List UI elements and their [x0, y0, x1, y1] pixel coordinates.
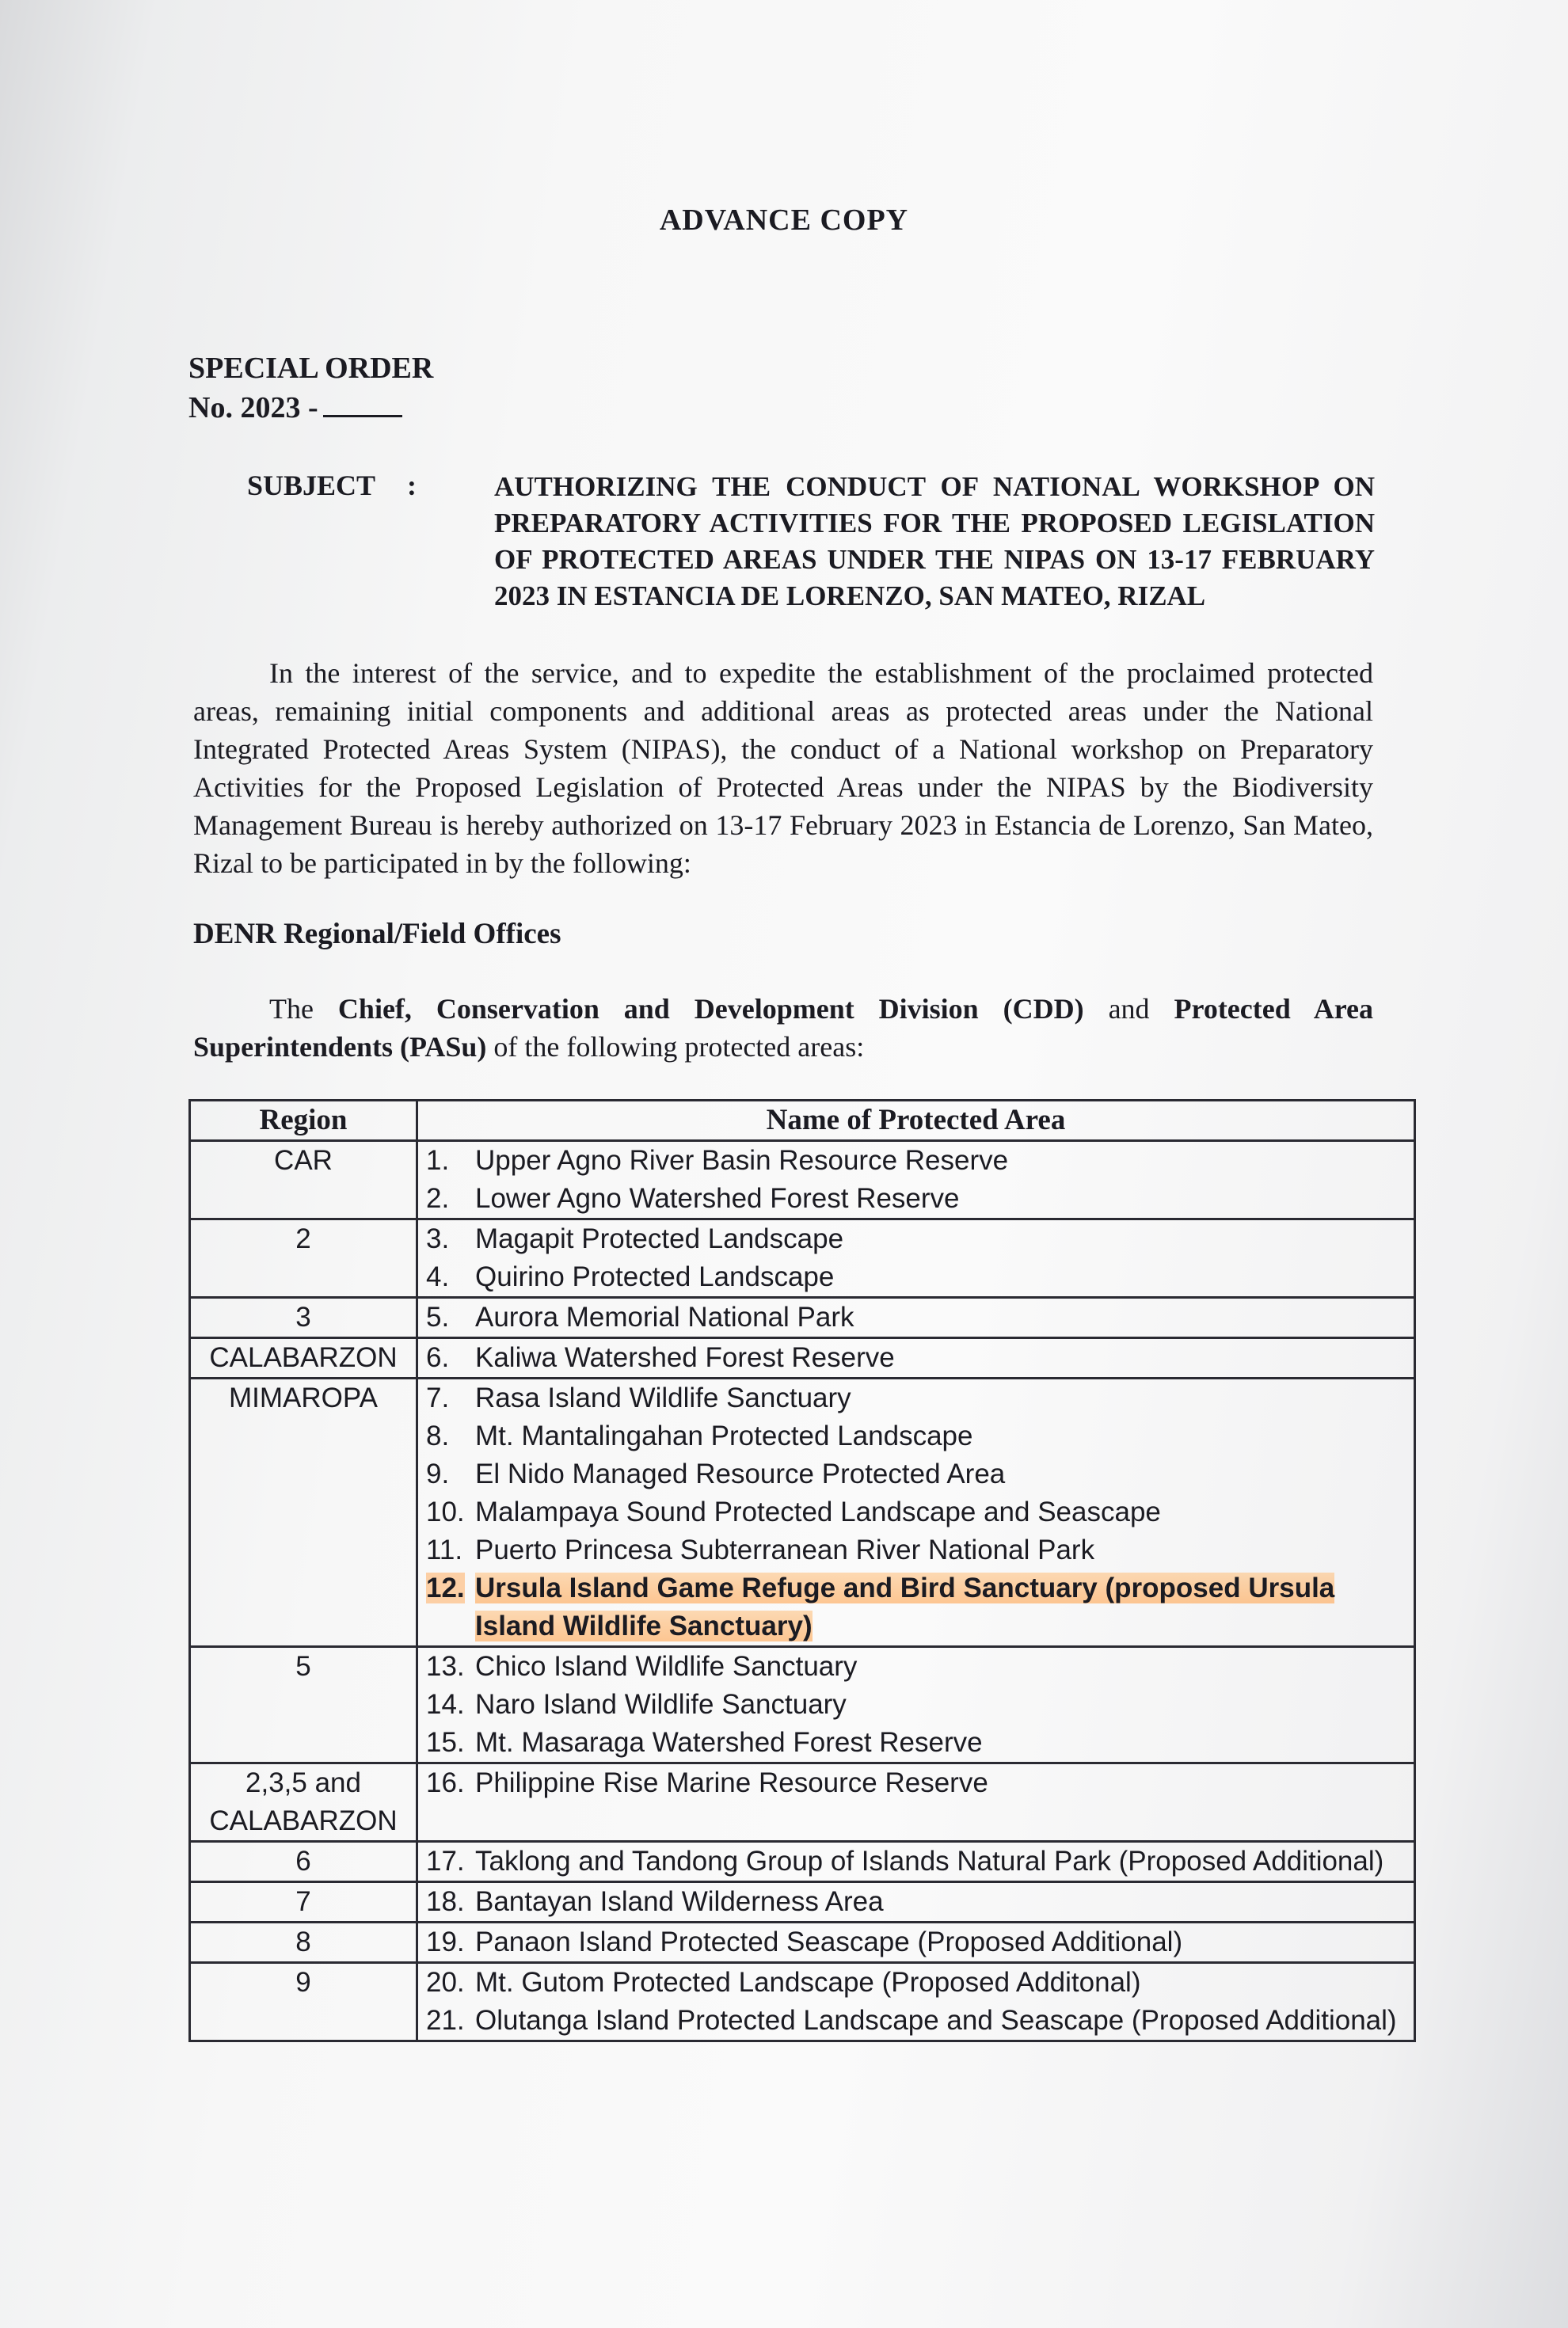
special-order-title: SPECIAL ORDER — [188, 352, 434, 385]
item-number: 11. — [426, 1535, 463, 1565]
item-number: 9. — [426, 1459, 450, 1489]
item-text: Panaon Island Protected Seascape (Proposed Additional) — [475, 1927, 1183, 1957]
item-number: 7. — [426, 1383, 450, 1413]
list-item — [426, 1258, 1414, 1296]
region-cell — [190, 1219, 417, 1298]
item-number: 10. — [426, 1497, 465, 1527]
participants-mid: and — [1083, 993, 1174, 1025]
region-label: 9 — [295, 1967, 311, 1998]
item-number: 15. — [426, 1727, 465, 1758]
region-cell — [190, 1338, 417, 1379]
list-item — [426, 1923, 1414, 1961]
item-number: 13. — [426, 1651, 465, 1682]
list-item — [426, 1299, 1414, 1337]
participants-cdd: Chief, Conservation and Development Division (CDD) — [337, 993, 1084, 1025]
participants-pasu: Protected Area Superintendents (PASu) — [193, 993, 1374, 1063]
participants-paragraph — [193, 990, 1373, 1066]
item-number: 16. — [426, 1767, 465, 1798]
list-item — [426, 1493, 1414, 1531]
table-row — [190, 1842, 1415, 1882]
list-item — [426, 1648, 1414, 1686]
region-cell — [190, 1882, 417, 1923]
region-label: 2 — [295, 1223, 311, 1254]
item-text: Puerto Princesa Subterranean River National Park — [475, 1535, 1095, 1565]
item-text: Bantayan Island Wilderness Area — [475, 1886, 884, 1917]
item-number: 8. — [426, 1421, 450, 1451]
protected-area-cell — [417, 1763, 1415, 1842]
section-heading: DENR Regional/Field Offices — [193, 918, 561, 950]
list-item — [426, 1379, 1414, 1417]
item-number: 19. — [426, 1927, 465, 1957]
region-label: 5 — [295, 1651, 311, 1682]
item-text: El Nido Managed Resource Protected Area — [475, 1459, 1006, 1489]
table-row — [190, 1298, 1415, 1338]
list-item — [426, 1843, 1414, 1881]
region-cell — [190, 1963, 417, 2041]
region-label: MIMAROPA — [229, 1383, 378, 1413]
table-header-row — [190, 1101, 1415, 1141]
list-item — [426, 1417, 1414, 1455]
region-label: CALABARZON — [209, 1342, 398, 1373]
region-label: CALABARZON — [209, 1805, 398, 1836]
advance-copy-heading: ADVANCE COPY — [659, 204, 909, 237]
item-number: 6. — [426, 1342, 450, 1373]
item-text: Upper Agno River Basin Resource Reserve — [475, 1145, 1009, 1176]
region-cell — [190, 1647, 417, 1763]
item-number: 18. — [426, 1886, 465, 1917]
list-item — [426, 1764, 1414, 1802]
highlighted-list-item — [426, 1569, 1414, 1645]
item-number: 14. — [426, 1689, 465, 1720]
item-text: Mt. Gutom Protected Landscape (Proposed Additonal) — [475, 1967, 1141, 1998]
subject-label: SUBJECT — [247, 470, 376, 501]
item-text — [475, 1569, 1414, 1645]
table-row — [190, 1379, 1415, 1647]
list-item — [426, 1142, 1414, 1180]
protected-area-cell — [417, 1842, 1415, 1882]
region-label: 2,3,5 and — [245, 1767, 361, 1798]
highlight-mark: Ursula Island Game Refuge and Bird Sanctuary (proposed Ursula Island Wildlife Sanctuary) — [475, 1573, 1335, 1641]
special-order-number: No. 2023 - — [188, 391, 318, 424]
list-item — [426, 1339, 1414, 1377]
table-row — [190, 1338, 1415, 1379]
item-number: 21. — [426, 2005, 465, 2036]
region-cell — [190, 1141, 417, 1219]
table-row — [190, 1923, 1415, 1963]
protected-area-cell — [417, 1882, 1415, 1923]
item-number: 20. — [426, 1967, 465, 1998]
item-text: Quirino Protected Landscape — [475, 1261, 835, 1292]
protected-area-cell — [417, 1379, 1415, 1647]
intro-paragraph — [193, 654, 1373, 882]
table-row — [190, 1763, 1415, 1842]
item-number: 2. — [426, 1183, 450, 1214]
item-text: Lower Agno Watershed Forest Reserve — [475, 1183, 960, 1214]
item-text: Rasa Island Wildlife Sanctuary — [475, 1383, 851, 1413]
item-text: Naro Island Wildlife Sanctuary — [475, 1689, 847, 1720]
special-order-block — [188, 348, 433, 428]
region-label: 7 — [295, 1886, 311, 1917]
subject-text: AUTHORIZING THE CONDUCT OF NATIONAL WORKSHOP ON PREPARATORY ACTIVITIES FOR THE PROPOSED LEGISLATION OF PROTECTED AREAS UNDER THE NIPAS ON 13-17 FEBRUARY 2023 IN ESTANCIA DE LORENZO, SAN MATEO, RIZAL — [494, 471, 1375, 611]
intro-text: In the interest of the service, and to expedite the establishment of the proclaimed protected areas, remaining initial components and additional areas as protected areas under the National Integrated Protected Areas System (NIPAS), the conduct of a National workshop on Preparatory Activities for the Proposed Legislation of Protected Areas under the NIPAS by the Biodiversity Management Bureau is hereby authorized on 13-17 February 2023 in Estancia de Lorenzo, San Mateo, Rizal to be participated in by the following: — [193, 657, 1373, 879]
protected-area-cell — [417, 1963, 1415, 2041]
highlight-mark: 12. — [426, 1573, 465, 1603]
table-row — [190, 1141, 1415, 1219]
protected-area-cell — [417, 1338, 1415, 1379]
list-item — [426, 1883, 1414, 1921]
list-item — [426, 1531, 1414, 1569]
region-cell — [190, 1923, 417, 1963]
table-row — [190, 1647, 1415, 1763]
item-text: Chico Island Wildlife Sanctuary — [475, 1651, 858, 1682]
item-number: 17. — [426, 1846, 465, 1877]
item-text: Magapit Protected Landscape — [475, 1223, 844, 1254]
list-item — [426, 1455, 1414, 1493]
item-number — [426, 1569, 475, 1645]
special-order-number-line — [188, 388, 433, 428]
name-header: Name of Protected Area — [417, 1101, 1415, 1141]
item-number: 3. — [426, 1223, 450, 1254]
item-text: Mt. Masaraga Watershed Forest Reserve — [475, 1727, 983, 1758]
order-number-blank — [323, 391, 402, 417]
protected-area-cell — [417, 1923, 1415, 1963]
region-cell — [190, 1298, 417, 1338]
list-item — [426, 2002, 1414, 2040]
protected-areas-table — [188, 1099, 1416, 2042]
region-label: CAR — [274, 1145, 333, 1176]
list-item — [426, 1220, 1414, 1258]
list-item — [426, 1964, 1414, 2002]
item-text: Taklong and Tandong Group of Islands Natural Park (Proposed Additional) — [475, 1846, 1384, 1877]
protected-area-cell — [417, 1219, 1415, 1298]
list-item — [426, 1724, 1414, 1762]
participants-post: of the following protected areas: — [486, 1031, 865, 1063]
region-cell — [190, 1842, 417, 1882]
region-cell — [190, 1763, 417, 1842]
item-number: 4. — [426, 1261, 450, 1292]
table-body — [190, 1141, 1415, 2041]
region-label: 8 — [295, 1927, 311, 1957]
list-item — [426, 1180, 1414, 1218]
region-header: Region — [190, 1101, 417, 1141]
list-item — [426, 1686, 1414, 1724]
item-text: Kaliwa Watershed Forest Reserve — [475, 1342, 895, 1373]
item-number: 5. — [426, 1302, 450, 1333]
table-row — [190, 1963, 1415, 2041]
item-text: Olutanga Island Protected Landscape and Seascape (Proposed Additional) — [475, 2005, 1397, 2036]
protected-area-cell — [417, 1298, 1415, 1338]
table-row — [190, 1882, 1415, 1923]
participants-pre: The — [269, 993, 338, 1025]
item-number: 1. — [426, 1145, 450, 1176]
region-label: 3 — [295, 1302, 311, 1333]
item-text: Philippine Rise Marine Resource Reserve — [475, 1767, 988, 1798]
protected-area-cell — [417, 1141, 1415, 1219]
protected-area-cell — [417, 1647, 1415, 1763]
item-text: Aurora Memorial National Park — [475, 1302, 854, 1333]
subject-colon: : — [407, 470, 417, 501]
region-cell — [190, 1379, 417, 1647]
region-label: 6 — [295, 1846, 311, 1877]
table-row — [190, 1219, 1415, 1298]
item-text: Malampaya Sound Protected Landscape and Seascape — [475, 1497, 1161, 1527]
item-text: Mt. Mantalingahan Protected Landscape — [475, 1421, 973, 1451]
